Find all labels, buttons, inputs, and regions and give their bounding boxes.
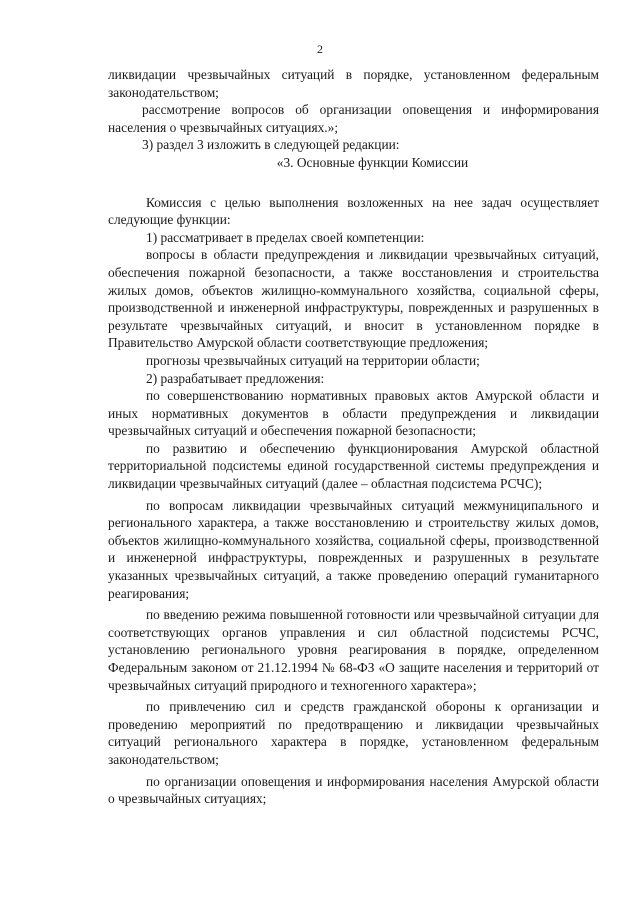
paragraph: по развитию и обеспечению функционирования Амурской областной территориальной подсистемы единой государственной системы предупреждения и ликвидации чрезвычайных ситуаций (далее – областная подсистема РСЧС);	[108, 440, 599, 492]
list-item: 1) рассматривает в пределах своей компетенции:	[146, 229, 425, 245]
page-number: 2	[317, 42, 323, 56]
document-body	[108, 66, 599, 808]
paragraph: вопросы в области предупреждения и ликвидации чрезвычайных ситуаций, обеспечения пожарной безопасности, а также восстановления и строительства жилых домов, объектов жилищно-коммунального хозяйства, социальной сферы, производственной и инженерной инфраструктуры, поврежденных и разрушенных в результате чрезвычайных ситуаций, и вносит в установленном порядке в Правительство Амурской области соответствующие предложения;	[108, 247, 599, 351]
paragraph: по вопросам ликвидации чрезвычайных ситуаций межмуниципального и регионального характера, а также восстановлению и строительству жилых домов, объектов жилищно-коммунального хозяйства, социальной сферы, производственной и инженерной инфраструктуры, поврежденных и разрушенных в результате указанных чрезвычайных ситуаций, а также проведению операций гуманитарного реагирования;	[108, 497, 599, 601]
paragraph: по организации оповещения и информирования населения Амурской области о чрезвычайных ситуациях;	[108, 773, 599, 807]
paragraph: 3) раздел 3 изложить в следующей редакции:	[142, 137, 400, 153]
paragraph: прогнозы чрезвычайных ситуаций на территории области;	[146, 352, 480, 368]
paragraph: по совершенствованию нормативных правовых актов Амурской области и иных нормативных документов в области предупреждения и ликвидации чрезвычайных ситуаций и обеспечения пожарной безопасности;	[108, 388, 599, 439]
paragraph: по привлечению сил и средств гражданской обороны к организации и проведению мероприятий по предотвращению и ликвидации чрезвычайных ситуаций регионального характера в порядке, установленном федеральным законодательством;	[108, 699, 599, 767]
paragraph: по введению режима повышенной готовности или чрезвычайной ситуации для соответствующих органов управления и сил областной подсистемы РСЧС, установлению регионального уровня реагирования в порядке, определенном Федеральным законом от 21.12.1994 № 68-ФЗ «О защите населения и территорий от чрезвычайных ситуаций природного и техногенного характера»;	[108, 607, 599, 693]
paragraph: Комиссия с целью выполнения возложенных на нее задач осуществляет следующие функции:	[108, 194, 599, 228]
paragraph: ликвидации чрезвычайных ситуаций в порядке, установленном федеральным законодательством;	[108, 67, 599, 100]
list-item: 2) разрабатывает предложения:	[146, 370, 325, 386]
paragraph: рассмотрение вопросов об организации оповещения и информирования населения о чрезвычайных ситуациях.»;	[108, 102, 599, 135]
section-heading: «3. Основные функции Комиссии	[276, 154, 469, 170]
